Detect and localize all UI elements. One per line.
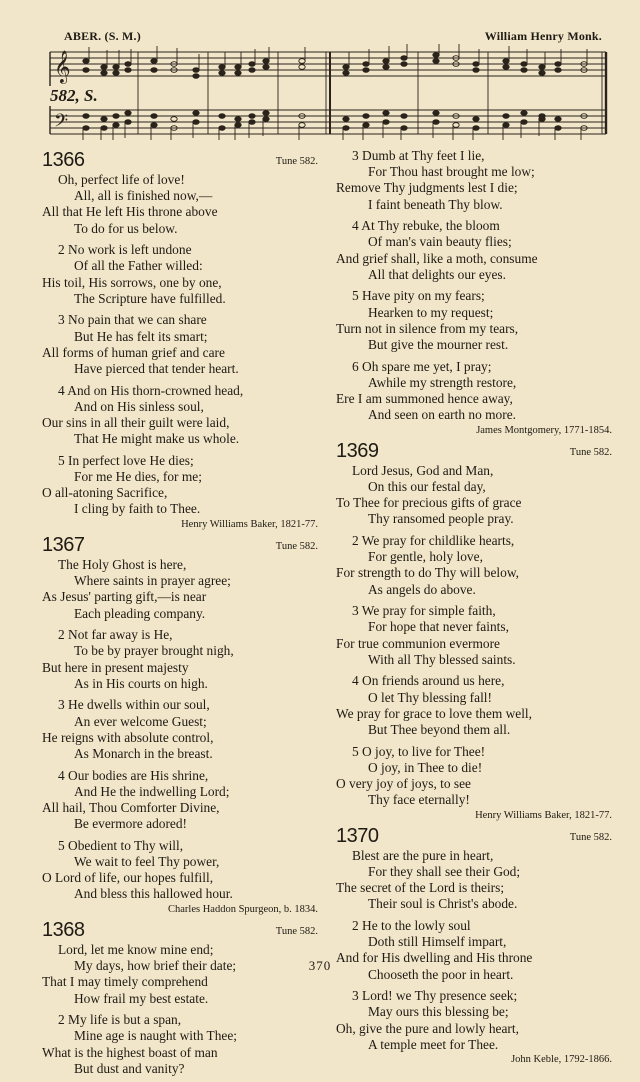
hymn-header <box>336 824 614 848</box>
verse-line: Hearken to my request; <box>368 304 494 320</box>
hymn-tune-reference: Tune 582. <box>275 156 318 167</box>
verse-line: A temple meet for Thee. <box>368 1036 499 1052</box>
verse-line: To do for us below. <box>74 220 178 236</box>
hymn-tune-reference: Tune 582. <box>275 541 318 553</box>
music-score <box>46 44 610 142</box>
verse-line: I cling by faith to Thee. <box>74 501 201 517</box>
hymn-1368 <box>42 918 320 1077</box>
verse-line: Mine age is naught with Thee; <box>74 1028 238 1044</box>
verse-line: But give the mourner rest. <box>368 337 509 353</box>
verse <box>42 838 320 903</box>
hymn-author: Henry Williams Baker, 1821-77. <box>475 809 612 821</box>
tune-composer: William Henry Monk. <box>484 29 602 43</box>
verse-line: 3 We pray for simple faith, <box>352 603 496 619</box>
verse-line: Lord, let me know mine end; <box>58 942 214 958</box>
hymn-author: John Keble, 1792-1866. <box>511 1054 612 1066</box>
verse-line: But here in present majesty <box>42 659 189 675</box>
hymn-header <box>42 533 320 557</box>
verse-line: His toil, His sorrows, one by one, <box>42 274 222 290</box>
hymn-header <box>336 439 614 463</box>
verse <box>42 1012 320 1077</box>
verse-line: 2 No work is left undone <box>58 242 192 258</box>
verse-line: 3 Dumb at Thy feet I lie, <box>352 148 485 163</box>
verse-line: What is the highest boast of man <box>42 1044 218 1060</box>
hymn-number: 1366 <box>42 149 85 171</box>
verse-line: To be by prayer brought nigh, <box>74 643 234 659</box>
verse-line: For true communion evermore <box>336 635 500 651</box>
verse-line: As Jesus' parting gift,—is near <box>42 589 207 605</box>
verse-line: For me He dies, for me; <box>74 469 202 485</box>
hymn-number: 1370 <box>336 824 379 847</box>
verse-line: Awhile my strength restore, <box>368 374 517 390</box>
verse-line: 5 Obedient to Thy will, <box>58 837 184 853</box>
verse <box>336 463 614 528</box>
hymn-number: 1368 <box>42 919 85 942</box>
verse-line: All, all is finished now,— <box>74 188 213 204</box>
verse-line: With all Thy blessed saints. <box>368 651 516 667</box>
verse-line: He reigns with absolute control, <box>42 729 214 745</box>
verse <box>336 533 614 598</box>
verse-line: O very joy of joys, to see <box>336 776 471 792</box>
verse-line: Remove Thy judgments lest I die; <box>336 180 518 196</box>
verse-line: For Thou hast brought me low; <box>368 164 535 180</box>
verse <box>336 744 614 809</box>
verse-line: We pray for grace to love them well, <box>336 705 532 721</box>
verse <box>42 942 320 1007</box>
verse-line: 2 He to the lowly soul <box>352 918 471 934</box>
verse-line: Of all the Father willed: <box>74 258 203 274</box>
verse-line: 6 Oh spare me yet, I pray; <box>352 358 492 374</box>
verse-line: How frail my best estate. <box>74 990 209 1006</box>
verse-line: And He the indwelling Lord; <box>74 783 230 799</box>
verse-line: O let Thy blessing fall! <box>368 689 492 705</box>
hymn-tune-reference: Tune 582. <box>569 831 612 843</box>
hymn-tune-reference: Tune 582. <box>275 926 318 938</box>
verse-line: But He has felt its smart; <box>74 328 208 344</box>
verse-line: 4 At Thy rebuke, the bloom <box>352 218 500 234</box>
verse-line: 5 Have pity on my fears; <box>352 288 485 304</box>
verse-line: Doth still Himself impart, <box>368 934 507 950</box>
verse-line: Oh, perfect life of love! <box>58 172 185 187</box>
tune-number: 582, S. <box>50 86 98 105</box>
verse <box>336 359 614 424</box>
verse-line: On this our festal day, <box>368 479 486 495</box>
verse-line: And for His dwelling and His throne <box>336 950 533 966</box>
verse-line: We wait to feel Thy power, <box>74 854 220 870</box>
verse-line: 3 He dwells within our soul, <box>58 697 210 713</box>
verse-line: The Holy Ghost is here, <box>58 557 187 573</box>
verse <box>42 697 320 762</box>
verse-line: 4 Our bodies are His shrine, <box>58 767 209 783</box>
verse <box>42 312 320 377</box>
hymn-author: James Montgomery, 1771-1854. <box>476 424 612 436</box>
verse-line: All that delights our eyes. <box>368 266 506 282</box>
verse <box>336 848 614 913</box>
verse <box>42 557 320 622</box>
verse-line: All forms of human grief and care <box>42 344 225 360</box>
hymn-header <box>42 918 320 942</box>
right-column <box>336 148 614 1068</box>
verse-line: That He might make us whole. <box>74 431 240 447</box>
verse <box>336 603 614 668</box>
verse-line: Each pleading company. <box>74 605 206 621</box>
verse-line: 2 We pray for childlike hearts, <box>352 533 515 549</box>
verse-line: An ever welcome Guest; <box>74 713 207 729</box>
verse-line: Lord Jesus, God and Man, <box>352 462 494 478</box>
verse-line: 4 On friends around us here, <box>352 673 505 689</box>
verse-line: Chooseth the poor in heart. <box>368 966 514 982</box>
svg-text:𝄞: 𝄞 <box>54 50 71 83</box>
svg-text:𝄢: 𝄢 <box>54 111 69 136</box>
verse-line: But Thee beyond them all. <box>368 722 511 738</box>
page-number: 370 <box>308 958 332 973</box>
hymn-author: Henry Williams Baker, 1821-77. <box>181 519 318 531</box>
verse-line: Their soul is Christ's abode. <box>368 896 518 912</box>
verse-line: For gentle, holy love, <box>368 549 483 565</box>
verse-line: I faint beneath Thy blow. <box>368 196 503 212</box>
verse-line: The secret of the Lord is theirs; <box>336 880 505 896</box>
hymn-number: 1367 <box>42 534 85 557</box>
hymn-header <box>42 148 320 172</box>
verse <box>42 383 320 448</box>
verse-line: And grief shall, like a moth, consume <box>336 250 538 266</box>
verse <box>42 172 320 237</box>
verse-line: To Thee for precious gifts of grace <box>336 495 522 511</box>
verse-line: Thy face eternally! <box>368 792 470 808</box>
verse-line: 3 Lord! we Thy presence seek; <box>352 988 518 1004</box>
hymn-1370 <box>336 824 614 1067</box>
verse-line: Be evermore adored! <box>74 816 188 832</box>
verse <box>42 242 320 307</box>
verse-line: Blest are the pure in heart, <box>352 847 494 863</box>
verse-line: And seen on earth no more. <box>368 407 516 423</box>
verse-line: All hail, Thou Comforter Divine, <box>42 800 220 816</box>
verse-line: 2 My life is but a span, <box>58 1012 182 1028</box>
verse-line: 5 In perfect love He dies; <box>58 452 194 468</box>
verse-line: Oh, give the pure and lowly heart, <box>336 1020 519 1036</box>
verse <box>336 673 614 738</box>
hymn-author: Charles Haddon Spurgeon, b. 1834. <box>168 904 318 916</box>
verse-line: As in His courts on high. <box>74 675 208 691</box>
verse-line: For hope that never faints, <box>368 619 509 635</box>
verse-line: O Lord of life, our hopes fulfill, <box>42 870 214 886</box>
verse-line: 3 No pain that we can share <box>58 312 207 328</box>
verse <box>336 988 614 1053</box>
verse-line: Thy ransomed people pray. <box>368 511 514 527</box>
verse-line: Our sins in all their guilt were laid, <box>42 415 230 431</box>
verse <box>42 453 320 518</box>
verse-line: The Scripture have fulfilled. <box>74 290 226 306</box>
left-column <box>42 148 320 1082</box>
verse-line: O all-atoning Sacrifice, <box>42 485 168 501</box>
verse-line: Of man's vain beauty flies; <box>368 234 512 250</box>
verse-line: Turn not in silence from my tears, <box>336 320 519 336</box>
verse-line: All that He left His throne above <box>42 204 218 220</box>
verse-line: And bless this hallowed hour. <box>74 886 233 902</box>
tune-name: ABER. (S. M.) <box>64 29 141 43</box>
verse-line: Have pierced that tender heart. <box>74 361 239 377</box>
verse <box>336 148 614 213</box>
hymn-1367 <box>42 533 320 916</box>
verse <box>336 218 614 283</box>
verse-line: For they shall see their God; <box>368 864 521 880</box>
verse-line: That I may timely comprehend <box>42 974 208 990</box>
hymn-1368 <box>336 148 614 437</box>
verse-line: Ere I am summoned hence away, <box>336 391 513 407</box>
verse-line: 2 Not far away is He, <box>58 627 173 643</box>
verse-line: 4 And on His thorn-crowned head, <box>58 382 244 398</box>
verse-line: May ours this blessing be; <box>368 1004 509 1020</box>
verse-line: But dust and vanity? <box>74 1060 185 1076</box>
hymn-tune-reference: Tune 582. <box>569 446 612 458</box>
verse <box>42 627 320 692</box>
verse-line: As Monarch in the breast. <box>74 746 213 762</box>
verse-line: 5 O joy, to live for Thee! <box>352 743 486 759</box>
verse-line: Where saints in prayer agree; <box>74 573 231 589</box>
hymn-1369 <box>336 439 614 822</box>
verse-line: As angels do above. <box>368 581 476 597</box>
verse <box>42 768 320 833</box>
tune-header <box>64 29 602 45</box>
verse-line: My days, how brief their date; <box>74 958 237 974</box>
hymn-1366 <box>42 148 320 531</box>
hymn-number: 1369 <box>336 439 379 462</box>
verse <box>336 288 614 353</box>
verse-line: And on His sinless soul, <box>74 398 204 414</box>
verse-line: For strength to do Thy will below, <box>336 565 519 581</box>
verse-line: O joy, in Thee to die! <box>368 759 483 775</box>
